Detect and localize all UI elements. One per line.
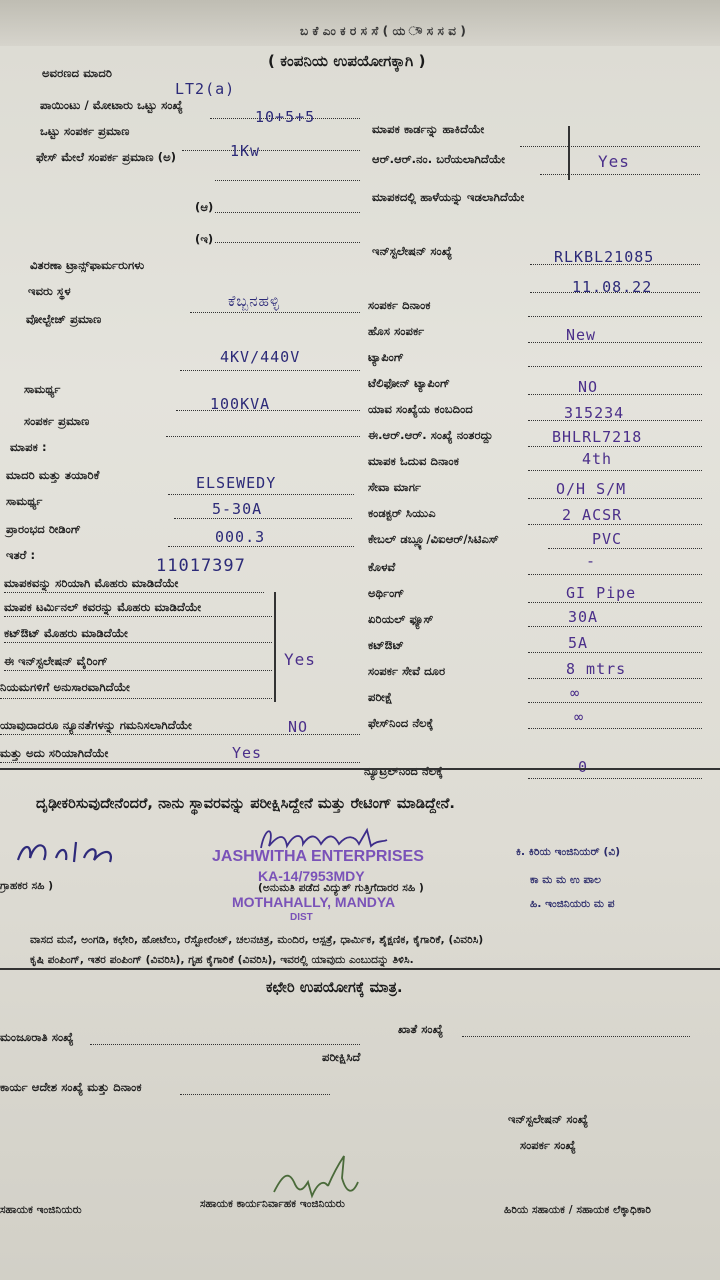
line-capacity [176, 410, 360, 411]
label-rr-written: ಆರ್.ಆರ್.ನಂ. ಬರೆಯಲಾಗಿದೆಯೇ [372, 152, 506, 166]
label-test: ಪರೀಕ್ಷೆ [368, 690, 393, 704]
line-neutral-earth [528, 778, 702, 779]
note-2: ಕೃಷಿ ಪಂಪಿಂಗ್, ಇತರ ಪಂಪಿಂಗ್ (ವಿವರಿಸಿ), ಗೃಹ ಕೈಗಾರಿಕೆ (ವಿವರಿಸಿ), ಇವರಲ್ಲಿ ಯಾವುದು ಎಂಬುದನ್ನು ತಿಳಿಸಿ. [30, 954, 414, 966]
value-vr-model: LT2(a) [175, 80, 236, 98]
value-pipe: - [586, 552, 597, 570]
stamp-place: MOTHAHALLY, MANDYA [232, 894, 396, 910]
line-tel-tapping [528, 394, 702, 395]
bracket-right [568, 126, 570, 180]
line-cutout-sealed [4, 642, 272, 643]
label-rules: ನಿಯಮಗಳಿಗೆ ಅನುಸಾರವಾಗಿದೆಯೇ [0, 680, 130, 694]
asst-exec-signature [268, 1152, 388, 1202]
line-phase-earth [528, 728, 702, 729]
top-edge [0, 0, 720, 46]
stamp-reg: KA-14/7953MDY [258, 868, 365, 884]
value-service-dist: 8 mtrs [566, 660, 627, 678]
line-order [180, 1094, 330, 1095]
form-title: ( ಕಂಪನಿಯ ಉಪಯೋಗಕ್ಕಾಗಿ ) [268, 52, 426, 70]
label-total-load: ಒಟ್ಟು ಸಂಪರ್ಕ ಪ್ರಮಾಣ [40, 124, 130, 138]
label-sealed: ಮಾಪಕವನ್ನು ಸರಿಯಾಗಿ ಮೊಹರು ಮಾಡಿದೆಯೇ [4, 576, 179, 590]
line-conductor [528, 524, 702, 525]
line-cutout [528, 652, 702, 653]
value-initial-reading: 000.3 [215, 528, 266, 546]
label-other: ಇತರೆ : [6, 548, 36, 562]
label-senior-asst: ಹಿರಿಯ ಸಹಾಯಕ / ಸಹಾಯಕ ಲೆಕ್ಕಾಧಿಕಾರಿ [504, 1204, 652, 1216]
line-defects [0, 734, 360, 735]
label-tel-tapping: ಟೆಲಿಫೋನ್ ಟ್ಯಾಪಿಂಗ್ [368, 376, 450, 390]
label-place: ಇವರು ಸ್ಥಳ [28, 284, 71, 298]
label-conn-date: ಸಂಪರ್ಕ ದಿನಾಂಕ [368, 298, 431, 312]
value-neutral-earth: 0 [578, 758, 589, 776]
line-sealed [4, 592, 264, 593]
value-defects: NO [288, 718, 309, 736]
value-meter-capacity: 5-30A [212, 500, 263, 518]
line-test [528, 702, 702, 703]
value-bracket-left: Yes [284, 650, 316, 669]
line-initial-reading [168, 546, 354, 547]
label-card-fixed: ಮಾಪಕ ಕಾರ್ಡನ್ನು ಹಾಕಿದೆಯೇ [372, 122, 485, 136]
label-after-rr: ಈ.ಆರ್.ಆರ್. ಸಂಖ್ಯೆ ನಂತರದ್ದು [368, 428, 493, 442]
line-tapping [528, 366, 702, 367]
line-phase-c [215, 242, 360, 243]
line-account-no [462, 1036, 690, 1037]
engineer-stamp-2: ಕಾ ಮ ಮ ಉ ಪಾಲ [530, 874, 601, 886]
value-service-route: O/H S/M [556, 480, 627, 498]
value-earthing: GI Pipe [566, 584, 637, 602]
certify-text: ದೃಢೀಕರಿಸುವುದೇನೆಂದರೆ, ನಾನು ಸ್ಥಾವರವನ್ನು ಪರೀಕ್ಷಿಸಿದ್ದೇನೆ ಮತ್ತು ರೇಟಿಂಗ್ ಮಾಡಿದ್ದೇನೆ. [36, 796, 456, 812]
line-rules [0, 698, 272, 699]
label-wiring: ಈ ಇನ್‌ಸ್ಟಲೇಷನ್ ವೈರಿಂಗ್ [4, 654, 108, 668]
line-service-dist [528, 678, 702, 679]
bracket-left [274, 592, 276, 702]
label-points: ಪಾಯಿಂಟು / ಮೋಟಾರು ಒಟ್ಟು ಸಂಖ್ಯೆ [40, 98, 183, 112]
label-pipe: ಕೊಳವೆ [368, 560, 396, 574]
line-new-conn [528, 342, 702, 343]
label-phase-load: ಫೇಸ್ ಮೇಲೆ ಸಂಪರ್ಕ ಪ್ರಮಾಣ (ಅ) [36, 150, 177, 164]
label-cutout: ಕಟ್‌ಔಟ್ [368, 638, 404, 652]
label-checked: ಪರೀಕ್ಷಿಸಿದೆ [322, 1050, 361, 1064]
label-conn-qty: ಸಂಪರ್ಕ ಪ್ರಮಾಣ [24, 414, 90, 428]
label-new-conn: ಹೊಸ ಸಂಪರ್ಕ [368, 324, 425, 338]
label-capacity: ಸಾಮರ್ಥ್ಯ [24, 382, 61, 396]
top-fragment: ಬ ಕೆ ಎಂ ಕ ರ ಸ ಸೆ ( ಯ ೌ ಸ ಸ ವ ) [300, 24, 466, 38]
label-neutral-earth: ನ್ಯೂಟ್ರಲ್‌ನಿಂದ ನೆಲಕ್ಕೆ [364, 764, 443, 778]
engineer-stamp-3: ಹಿ. ಇಂಜಿನಿಯರು ಮ ಪ [530, 898, 615, 910]
stamp-name: JASHWITHA ENTERPRISES [212, 848, 424, 865]
label-conn-no: ಸಂಪರ್ಕ ಸಂಖ್ಯೆ [520, 1138, 576, 1152]
value-pole-no: 315234 [564, 404, 625, 422]
line-rr-written [540, 174, 700, 175]
label-phase-earth: ಫೇಸ್‌ನಿಂದ ನೆಲಕ್ಕೆ [368, 716, 434, 730]
label-terminal: ಮಾಪಕ ಟರ್ಮಿನಲ್ ಕವರನ್ನು ಮೊಹರು ಮಾಡಿದೆಯೇ [4, 600, 202, 614]
line-wiring [4, 670, 272, 671]
line-place [190, 312, 360, 313]
value-cutout: 5A [568, 634, 589, 652]
label-meter-capacity: ಸಾಮರ್ಥ್ಯ [6, 494, 43, 508]
value-installation-no: RLKBL21085 [554, 248, 655, 266]
line-phase-b [215, 212, 360, 213]
value-reading-day: 4th [582, 450, 613, 468]
label-initial-reading: ಪ್ರಾರಂಭದ ರೀಡಿಂಗ್ [6, 522, 81, 536]
value-place: ಕೆಬ್ಬನಹಳ್ಳಿ [228, 292, 281, 310]
divider-office [0, 968, 720, 970]
label-voltage: ವೋಲ್ಟೇಜ್ ಪ್ರಮಾಣ [26, 312, 102, 326]
line-conn-date-top [530, 292, 700, 293]
label-service-route: ಸೇವಾ ಮಾರ್ಗ [368, 480, 421, 494]
line-total-load [182, 150, 360, 151]
label-asst-exec-engineer: ಸಹಾಯಕ ಕಾರ್ಯನಿರ್ವಾಹಕ ಇಂಜಿನಿಯರು [200, 1198, 345, 1210]
value-make: ELSEWEDY [196, 474, 277, 492]
label-service-dist: ಸಂಪರ್ಕ ಸೇವೆ ದೂರ [368, 664, 446, 678]
label-aerial-fuse: ಏರಿಯಲ್ ಫ್ಯೂಸ್ [368, 612, 434, 626]
value-capacity: 100KVA [210, 395, 271, 413]
value-correct: Yes [232, 744, 263, 762]
line-phase-a [215, 180, 360, 181]
line-conn-date [528, 316, 702, 317]
label-meter: ಮಾಪಕ : [10, 440, 47, 454]
label-phase-c: (ಇ) [195, 232, 214, 246]
label-card-kept: ಮಾಪಕದಲ್ಲಿ ಹಾಳೆಯನ್ನು ಇಡಲಾಗಿದೆಯೇ [372, 190, 525, 204]
value-test: ∞ [570, 684, 581, 702]
line-pole-no [528, 420, 702, 421]
line-app-no [90, 1044, 360, 1045]
label-conductor: ಕಂಡಕ್ಟರ್ ಸಿಯುಎ [368, 506, 436, 520]
line-reading-day [528, 470, 702, 471]
label-vr-model: ಅವರಣದ ಮಾದರಿ [42, 66, 113, 80]
label-asst-engineer: ಸಹಾಯಕ ಇಂಜಿನಿಯರು [0, 1204, 82, 1216]
value-conductor: 2 ACSR [562, 506, 623, 524]
value-cable: PVC [592, 530, 623, 548]
line-aerial-fuse [528, 626, 702, 627]
value-conn-date: 11.08.22 [572, 278, 653, 296]
line-earthing [528, 602, 702, 603]
label-cutout-sealed: ಕಟ್‌ಔಟ್ ಮೊಹರು ಮಾಡಿದೆಯೇ [4, 626, 128, 640]
line-pipe [528, 574, 702, 575]
value-aerial-fuse: 30A [568, 608, 599, 626]
line-service-route [528, 498, 702, 499]
label-transformer: ವಿತರಣಾ ಟ್ರಾನ್ಸ್‌ಫಾರ್ಮರುಗಳು [30, 258, 145, 272]
label-earthing: ಅರ್ಥಿಂಗ್ [368, 586, 405, 600]
label-app-no: ಮಂಜೂರಾತಿ ಸಂಖ್ಯೆ [0, 1030, 74, 1044]
value-after-rr: BHLRL7218 [552, 428, 643, 446]
label-defects: ಯಾವುದಾದರೂ ನ್ಯೂನತೆಗಳನ್ನು ಗಮನಿಸಲಾಗಿದೆಯೇ [0, 718, 192, 732]
label-make: ಮಾದರಿ ಮತ್ತು ತಯಾರಿಕೆ [6, 468, 100, 482]
label-correct: ಮತ್ತು ಅದು ಸರಿಯಾಗಿದೆಯೇ [0, 746, 109, 760]
divider-top [0, 768, 720, 770]
customer-signature [10, 822, 140, 872]
stamp-dist: DIST [290, 912, 313, 923]
line-correct [0, 762, 360, 763]
label-pole-no: ಯಾವ ಸಂಖ್ಯೆಯ ಕಂಬದಿಂದ [368, 402, 473, 416]
label-order: ಕಾರ್ಯ ಆದೇಶ ಸಂಖ್ಯೆ ಮತ್ತು ದಿನಾಂಕ [0, 1080, 142, 1094]
label-account-no: ಖಾತೆ ಸಂಖ್ಯೆ [398, 1022, 444, 1036]
value-other: 11017397 [156, 556, 246, 576]
value-bracket-right: Yes [598, 152, 630, 171]
label-contractor-sign: (ಅನುಮತಿ ಪಡೆದ ವಿದ್ಯುತ್ ಗುತ್ತಿಗೆದಾರರ ಸಹಿ ) [258, 882, 424, 894]
value-voltage: 4KV/440V [220, 348, 301, 366]
line-voltage [180, 370, 360, 371]
label-phase-b: (ಆ) [195, 200, 214, 214]
line-make [168, 494, 354, 495]
label-tapping: ಟ್ಯಾಪಿಂಗ್ [368, 350, 404, 364]
line-card-fixed [520, 146, 700, 147]
line-after-rr [528, 446, 702, 447]
label-installation-no: ಇನ್‌ಸ್ಟಲೇಷನ್ ಸಂಖ್ಯೆ [372, 244, 453, 258]
line-cable [548, 548, 702, 549]
line-installation-no [530, 264, 700, 265]
engineer-stamp-1: ಕಿ. ಕಿರಿಯ ಇಂಜಿನಿಯರ್ (ವಿ) [516, 846, 621, 858]
line-conn-qty [166, 436, 360, 437]
label-inst-no: ಇನ್‌ಸ್ಟಲೇಷನ್ ಸಂಖ್ಯೆ [508, 1112, 589, 1126]
line-meter-capacity [174, 518, 352, 519]
value-total-load: 1Kw [230, 142, 261, 160]
line-terminal [4, 616, 272, 617]
value-phase-earth: ∞ [574, 708, 585, 726]
office-title: ಕಛೇರಿ ಉಪಯೋಗಕ್ಕೆ ಮಾತ್ರ. [266, 980, 403, 996]
value-tel-tapping: NO [578, 378, 599, 396]
value-new-conn: New [566, 326, 597, 344]
label-reading-day: ಮಾಪಕ ಓದುವ ದಿನಾಂಕ [368, 454, 459, 468]
note-1: ವಾಸದ ಮನೆ, ಅಂಗಡಿ, ಕಛೇರಿ, ಹೋಟೆಲು, ರೆಸ್ಟೋರೆಂಟ್, ಚಲನಚಿತ್ರ, ಮಂದಿರ, ಆಸ್ಪತ್ರೆ, ಧಾರ್ಮಿಕ, ಶೈಕ್ಷಣಿಕ, ಕೈಗಾರಿಕೆ, (ವಿವರಿಸಿ) [30, 934, 484, 946]
label-cable: ಕೇಬಲ್ ಡಬ್ಲ್ಯೂ/ವಿಐಆರ್/ಸಿಟಿಎಸ್ [368, 532, 499, 546]
value-points: 10+5+5 [255, 108, 316, 126]
label-customer-sign: ಗ್ರಾಹಕರ ಸಹಿ ) [0, 880, 54, 892]
